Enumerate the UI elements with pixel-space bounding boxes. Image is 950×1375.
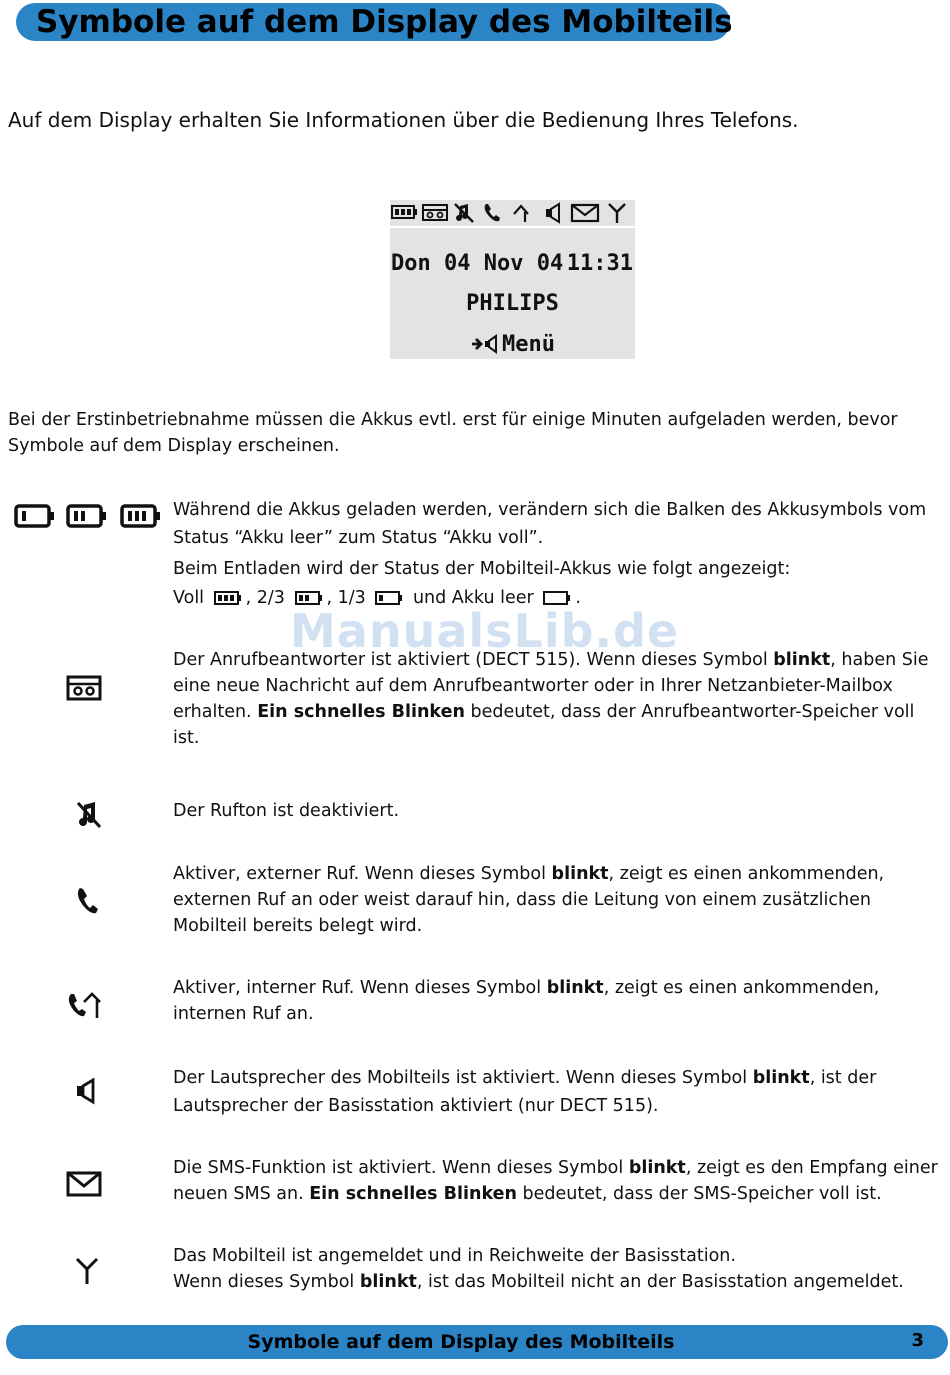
- speaker-text: [173, 1064, 941, 1120]
- handset-display: [390, 200, 635, 359]
- page-title: Symbole auf dem Display des Mobilteils: [36, 4, 733, 40]
- sms-text-blinkt: blinkt: [628, 1158, 686, 1178]
- answering-machine-text: [173, 647, 941, 751]
- speaker-icon: [543, 202, 565, 224]
- ringer-off-text: Der Rufton ist deaktiviert.: [173, 801, 400, 821]
- speaker-icon: [74, 1077, 100, 1105]
- external-text-a: Aktiver, externer Ruf. Wenn dieses Symbol: [173, 864, 552, 884]
- sms-text-fast-blink: Ein schnelles Blinken: [309, 1184, 517, 1204]
- battery-level-two-thirds-label: , 2/3: [245, 588, 285, 608]
- sms-text-a: Die SMS-Funktion ist aktiviert. Wenn dieses Symbol: [173, 1158, 629, 1178]
- answering-text-d: bedeutet, dass der Anrufbeantworter-Speicher voll ist.: [173, 702, 915, 748]
- antenna-text: [173, 1243, 941, 1295]
- ringer-off-icon: [74, 800, 104, 830]
- ringer-off-icon: [452, 202, 476, 224]
- internal-text-a: Aktiver, interner Ruf. Wenn dieses Symbol: [173, 978, 547, 998]
- page-number: 3: [911, 1330, 924, 1351]
- watermark: ManualsLib.de: [290, 604, 680, 658]
- display-time: 11:31: [566, 251, 633, 276]
- display-brand: PHILIPS: [466, 291, 559, 316]
- answering-text-fast-blink: Ein schnelles Blinken: [257, 702, 465, 722]
- battery-full-icon: [120, 502, 162, 530]
- intro-text: Auf dem Display erhalten Sie Informationen über die Bedienung Ihres Telefons.: [8, 108, 799, 132]
- internal-text-c: , zeigt es einen ankommenden, internen Ruf an.: [173, 978, 880, 1024]
- battery-full-icon: [391, 202, 419, 222]
- internal-call-icon: [511, 202, 537, 224]
- display-menu-label: Menü: [502, 332, 555, 357]
- internal-call-text: [173, 975, 941, 1027]
- sms-text: [173, 1155, 941, 1207]
- external-text-blinkt: blinkt: [551, 864, 609, 884]
- speaker-text-blinkt: blinkt: [752, 1068, 810, 1088]
- external-call-text: [173, 861, 941, 939]
- speaker-text-c: , ist der Lautsprecher der Basisstation aktiviert (nur DECT 515).: [173, 1068, 877, 1116]
- antenna-text-a: Das Mobilteil ist angemeldet und in Reichweite der Basisstation.: [173, 1246, 736, 1266]
- battery-full-inline-icon: [213, 589, 243, 607]
- battery-description: [173, 496, 941, 612]
- antenna-icon: [606, 202, 628, 224]
- antenna-icon: [74, 1256, 100, 1286]
- footer-title: Symbole auf dem Display des Mobilteils: [247, 1331, 675, 1353]
- antenna-text-blinkt: blinkt: [359, 1272, 417, 1292]
- antenna-text-d: , ist das Mobilteil nicht an der Basisstation angemeldet.: [416, 1272, 904, 1292]
- battery-two-thirds-icon: [66, 502, 108, 530]
- sms-text-c: , zeigt es den Empfang einer neuen SMS an.: [173, 1158, 938, 1204]
- sms-envelope-icon: [570, 202, 600, 224]
- antenna-text-b: Wenn dieses Symbol: [173, 1272, 360, 1292]
- battery-level-empty-label: und Akku leer: [412, 588, 534, 608]
- answering-text-a: Der Anrufbeantworter ist aktiviert (DECT 515). Wenn dieses Symbol: [173, 650, 774, 670]
- phone-icon: [74, 886, 102, 916]
- battery-level-one-third-label: , 1/3: [326, 588, 366, 608]
- answering-machine-icon: [421, 202, 449, 222]
- phone-icon: [481, 202, 505, 224]
- internal-text-blinkt: blinkt: [546, 978, 604, 998]
- answering-text-blinkt: blinkt: [773, 650, 831, 670]
- external-text-c: , zeigt es einen ankommenden, externen Ruf an oder weist darauf hin, dass die Leitung von einem zusätzlichen Mobilteil bereits belegt wird.: [173, 864, 885, 936]
- menu-softkey-icon: [470, 334, 502, 354]
- display-icon-bar: [390, 200, 635, 228]
- display-date: Don 04 Nov 04: [391, 251, 564, 276]
- display-menu-line: [390, 331, 635, 359]
- footer-bar: [6, 1325, 948, 1359]
- battery-empty-icon: [14, 502, 56, 530]
- internal-call-icon: [66, 990, 106, 1022]
- battery-level-full-label: Voll: [173, 588, 205, 608]
- answering-machine-icon: [65, 674, 103, 702]
- battery-charging-text: Während die Akkus geladen werden, verändern sich die Balken des Akkusymbols vom Status “Akku leer” zum Status “Akku voll”.: [173, 500, 927, 548]
- antenna-text-line2: [173, 1269, 941, 1295]
- sms-envelope-icon: [65, 1169, 103, 1199]
- battery-discharge-text: Beim Entladen wird der Status der Mobilteil-Akkus wie folgt angezeigt:: [173, 559, 791, 579]
- speaker-text-a: Der Lautsprecher des Mobilteils ist aktiviert. Wenn dieses Symbol: [173, 1068, 753, 1088]
- answering-text-c: , haben Sie eine neue Nachricht auf dem Anrufbeantworter oder in Ihrer Netzanbieter-Mailbox erhalten.: [173, 650, 929, 722]
- battery-levels-end: .: [575, 588, 581, 608]
- first-use-note: Bei der Erstinbetriebnahme müssen die Akkus evtl. erst für einige Minuten aufgeladen werden, bevor Symbole auf dem Display erscheinen.: [8, 410, 898, 456]
- sms-text-d: bedeutet, dass der SMS-Speicher voll ist.: [516, 1184, 882, 1204]
